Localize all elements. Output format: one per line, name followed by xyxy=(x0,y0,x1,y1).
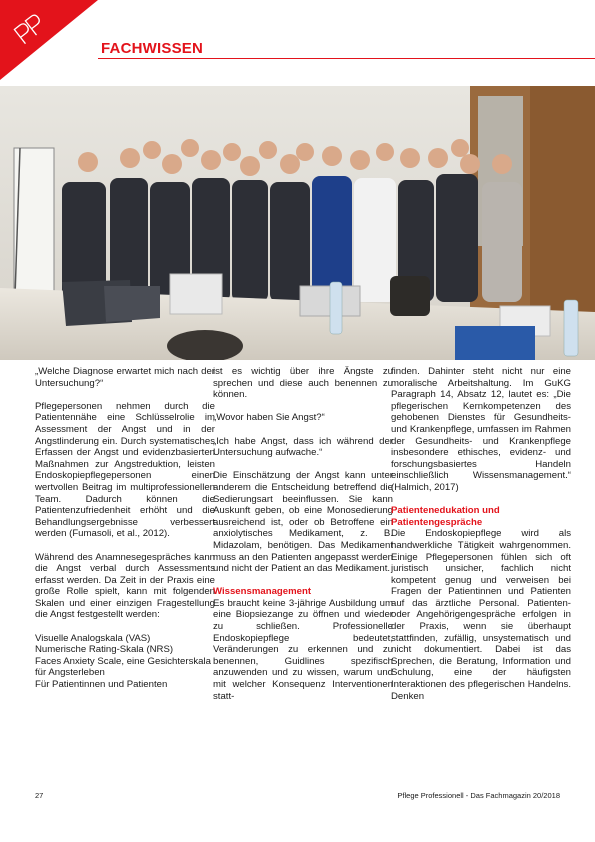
list-item: Faces Anxiety Scale, eine Gesichterskala für Angsterleben xyxy=(35,655,211,679)
list-item: Für Patientinnen und Patienten xyxy=(35,679,168,691)
heading-knowledge-management: Wissensmanagement xyxy=(213,586,312,598)
magazine-logo xyxy=(0,0,98,80)
quote-question-fear: „Wovor haben Sie Angst?“ xyxy=(213,412,325,424)
quote-answer-fear: „Ich habe Angst, dass ich während der Untersuchung aufwache.“ xyxy=(213,435,393,459)
magazine-footer: Pflege Professionell - Das Fachmagazin 20/2018 xyxy=(397,791,560,800)
group-photo xyxy=(0,86,595,360)
paragraph-anamnesis: Während des Anamnesegespräches kann die Angst verbal durch Assessments erfasst werden. Da Zeit in der Praxis eine große Rolle spielt, kann mit folgenden Skalen und einer einzigen Fragestellung die Angst festgestellt werden: xyxy=(35,551,215,621)
header-rule xyxy=(98,58,595,59)
list-item: Numerische Rating-Skala (NRS) xyxy=(35,644,174,656)
paragraph-knowledge-management: Es braucht keine 3-jährige Ausbildung um eine Biopsiezange zu öffnen und wieder zu schließen. Professionelle Endoskopiepflege bedeutet, Veränderungen zu erkennen und zu benennen, Guidlines spezifisch anzuwenden und zu wissen, warum und mit welcher Konsequenz Interventionen statt- xyxy=(213,597,393,702)
section-title: FACHWISSEN xyxy=(101,40,204,57)
paragraph-speak-about-fears: ist es wichtig über ihre Ängste zu sprechen und diese auch benennen zu können. xyxy=(213,366,393,401)
heading-patient-education: Patientenedukation und Patientengespräche xyxy=(391,505,500,528)
assessment-scale-list xyxy=(35,633,215,691)
paragraph-patient-proximity: Pflegepersonen nehmen durch die Patientennähe eine Schlüsselrolie im Assessment der Angst und in der Angstlinderung ein. Durch systematisches Erfassen der Angst und evidenzbasierten Maßnahmen zur Angstreduktion, leisten Endoskopiepflegepersonen einen wertvollen Beitrag im multiprofessionellen Team. Dadurch können die Patientenzufriedenheit erhöht und die Behandlungsergebnisse verbessert werden (Fumasoli, et al., 2012). xyxy=(35,400,215,540)
quote-question-diagnosis: „Welche Diagnose erwartet mich nach der Untersuchung?“ xyxy=(35,366,215,389)
text-column-3 xyxy=(391,366,571,702)
paragraph-sedation: Die Einschätzung der Angst kann unter anderem die Entscheidung betreffend die Sedierungsart beeinflussen. Sie kann Auskunft geben, ob eine Monosedierung ausreichend ist, oder ob Betroffene ein anxiolytisches Medikament, z. B. Midazolam, benötigen. Das Medikament muss an den Patienten angepasst werden und nicht der Patient an das Medikament. xyxy=(213,470,393,575)
paragraph-gukg: finden. Dahinter steht nicht nur eine moralische Arbeitshaltung. Im GuKG Paragraph 14, Absatz 12, lautet es: „Die pflegerischen Kernkompetenzen des gehobenen Dienstes für Gesundheits- und Krankenpflege, umfassen im Rahmen der Gesundheits- und Krankenpflege insbesondere ethisches, evidenz- und forschungsbasiertes Handeln einschließlich Wissensmanagement.“ (Halmich, 2017) xyxy=(391,366,571,493)
list-item: Visuelle Analogskala (VAS) xyxy=(35,632,151,644)
text-column-1 xyxy=(35,366,215,691)
text-column-2 xyxy=(213,366,393,702)
page-number: 27 xyxy=(35,791,44,800)
paragraph-patient-education: Die Endoskopiepflege wird als handwerkliche Tätigkeit wahrgenommen. Einige Pflegepersonen fühlen sich oft juristisch unsicher, fachlich nicht kompetent genug und verweisen bei Fragen der Patientinnen und Patienten auf das ärztliche Personal. Patienten- oder Angehörigengespräche erfolgen in der Praxis, wenn sie überhaupt stattfinden, zufällig, unsystematisch und nicht dokumentiert. Dabei ist das Sprechen, die Beratung, Information und Schulung, eine der häufigsten Interaktionen des pflegerischen Handelns. Denken xyxy=(391,528,571,702)
